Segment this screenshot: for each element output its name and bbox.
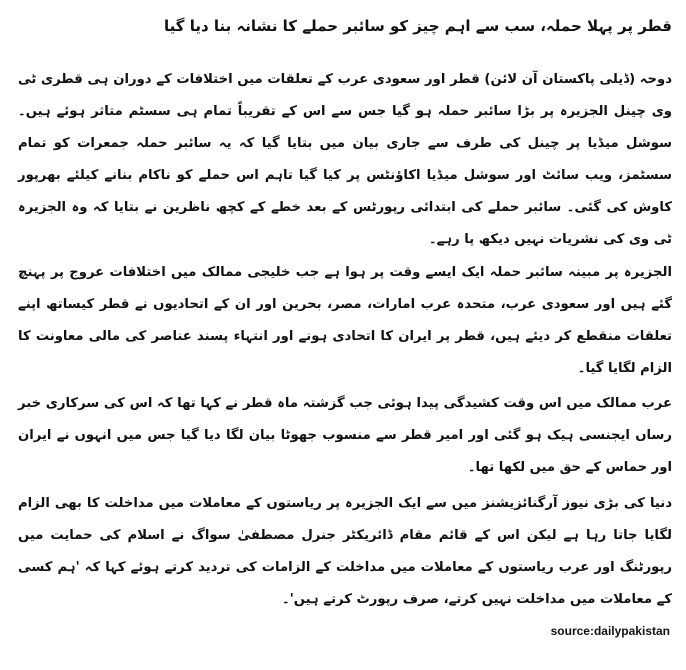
article-headline: قطر پر پہلا حملہ، سب سے اہم چیز کو سائبر حملے کا نشانہ بنا دیا گیا <box>164 17 672 35</box>
article-paragraph-4: دنیا کی بڑی نیوز آرگنائزیشنز میں سے ایک الجزیرہ پر ریاستوں کے معاملات میں مداخلت کا بھی الزام لگایا جاتا رہا ہے لیکن اس کے قائم مقام ڈائریکٹر جنرل مصطفیٰ سواگ نے اسلام کی حمایت میں رپورٹنگ اور عرب ریاستوں کے معاملات میں مداخلت کے الزامات کی تردید کرتے ہوئے کہا کہ 'ہم کسی کے معاملات میں مداخلت نہیں کرتے، صرف رپورٹ کرتے ہیں'۔ <box>18 496 672 607</box>
article-paragraph-2: الجزیرہ پر مبینہ سائبر حملہ ایک ایسے وقت پر ہوا ہے جب خلیجی ممالک میں اختلافات عروج پر پہنچ گئے ہیں اور سعودی عرب، متحدہ عرب امارات، مصر، بحرین اور ان کے اتحادیوں نے قطر کیساتھ اپنے تعلقات منقطع کر دیئے ہیں، قطر پر ایران کا اتحادی ہونے اور انتہاء پسند عناصر کی مالی معاونت کا الزام لگایا گیا۔ <box>18 265 672 376</box>
article-paragraph-3: عرب ممالک میں اس وقت کشیدگی پیدا ہوئی جب گزشتہ ماہ قطر نے کہا تھا کہ اس کی سرکاری خبر رساں ایجنسی ہیک ہو گئی اور امیر قطر سے منسوب جھوٹا بیان لگا دیا گیا جس میں انہوں نے ایران اور حماس کے حق میں لکھا تھا۔ <box>18 396 672 475</box>
article-paragraph-1: دوحہ (ڈیلی پاکستان آن لائن) قطر اور سعودی عرب کے تعلقات میں اختلافات کے دوران ہی قطری ٹی وی چینل الجزیرہ پر بڑا سائبر حملہ ہو گیا جس سے اس کے تقریباً تمام ہی سسٹم متاثر ہوئے ہیں۔ سوشل میڈیا پر چینل کی طرف سے جاری بیان میں بتایا گیا کہ یہ سائبر حملہ جمعرات کو تمام سسٹمز، ویب سائٹ اور سوشل میڈیا اکاؤنٹس پر کیا گیا تاہم اس حملے کو ناکام بنانے کیلئے بھرپور کاوش کی گئی۔ سائبر حملے کی ابتدائی رپورٹس کے بعد خطے کے کچھ ناظرین نے بتایا کہ وہ الجزیرہ ٹی وی کی نشریات نہیں دیکھ پا رہے۔ <box>18 72 672 247</box>
source-credit: source:dailypakistan <box>550 624 670 638</box>
